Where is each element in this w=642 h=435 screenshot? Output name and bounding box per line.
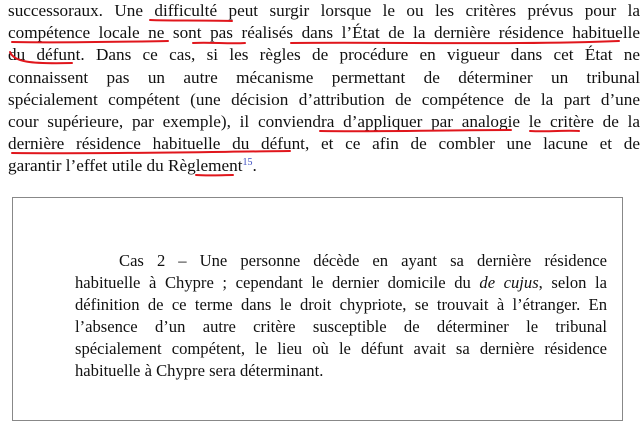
case-line: spécialement compétent, le lieu où le défunt avait sa dernière résidence: [75, 339, 607, 358]
case-box: [12, 197, 623, 421]
case-2-text: [75, 250, 607, 382]
case-last-line: habituelle à Chypre sera déterminant.: [75, 361, 324, 380]
case-line: Cas 2 – Une personne décède en ayant sa dernière résidence: [119, 251, 607, 270]
case-line: habituelle à Chypre ; cependant le dernier domicile du de cujus, selon la: [75, 273, 607, 292]
case-line: l’absence d’un autre critère susceptible de déterminer le tribunal: [75, 317, 607, 336]
paragraph-line: compétence locale ne sont pas réalisés dans l’État de la dernière résidence habituelle: [8, 23, 640, 43]
footnote-reference[interactable]: 15: [242, 157, 253, 169]
final-period: .: [252, 156, 257, 176]
latin-term: de cujus: [479, 273, 539, 292]
paragraph-last-line: [8, 155, 640, 177]
paragraph-line: spécialement compétent (une décision d’attribution de compétence de la part d’une: [8, 89, 640, 109]
paragraph-line: successoraux. Une difficulté peut surgir lorsque le ou les critères prévus pour la: [8, 1, 640, 20]
case-line: définition de ce terme dans le droit chypriote, se trouvait à l’étranger. En: [75, 295, 607, 314]
paragraph-line-text: garantir l’effet utile du Règlement: [8, 156, 243, 176]
main-paragraph: [8, 0, 640, 178]
paragraph-line: dernière résidence habituelle du défunt, et ce afin de combler une lacune et de: [8, 134, 640, 154]
paragraph-line: du défunt. Dans ce cas, si les règles de procédure en vigueur dans cet État ne: [8, 45, 640, 65]
paragraph-line: connaissent pas un autre mécanisme permettant de déterminer un tribunal: [8, 67, 640, 87]
paragraph-line: cour supérieure, par exemple), il conviendra d’appliquer par analogie le critère de la: [8, 111, 640, 131]
